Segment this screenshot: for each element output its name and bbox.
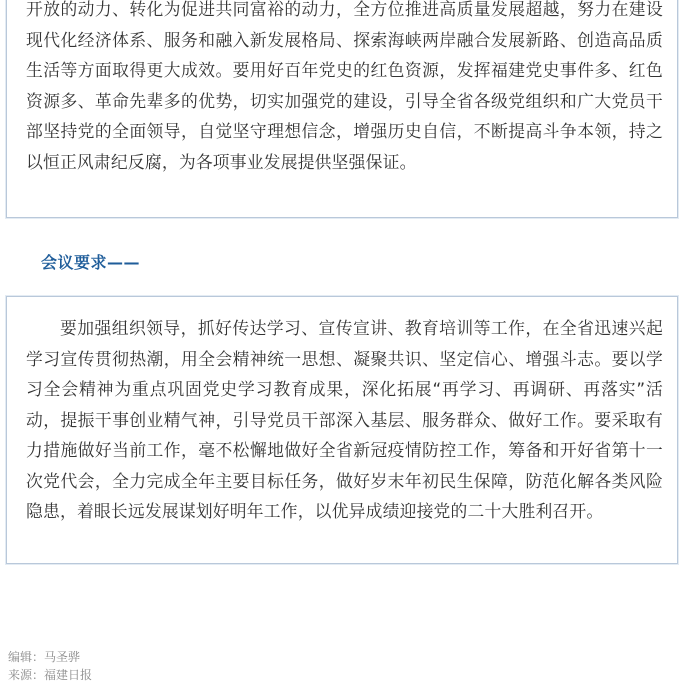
footer-editor: 编辑：马圣骅 [8, 650, 81, 664]
footer-source: 来源：福建日报 [8, 668, 93, 682]
top-text-box [6, 0, 678, 218]
bottom-text-box [6, 296, 678, 564]
paragraph-top: 开放的动力、转化为促进共同富裕的动力，全方位推进高质量发展超越，努力在建设现代化经济体系、服务和融入新发展格局、探索海峡两岸融合发展新路、创造高品质生活等方面取得更大成效。要用好百年党史的红色资源，发挥福建党史事件多、红色资源多、革命先辈多的优势，切实加强党的建设，引导全省各级党组织和广大党员干部坚持党的全面领导，自觉坚守理想信念，增强历史自信，不断提高斗争本领，持之以恒正风肃纪反腐，为各项事业发展提供坚强保证。 [26, 0, 663, 172]
paragraph-bottom: 要加强组织领导，抓好传达学习、宣传宣讲、教育培训等工作，在全省迅速兴起学习宣传贯彻热潮，用全会精神统一思想、凝聚共识、坚定信心、增强斗志。要以学习全会精神为重点巩固党史学习教育成果，深化拓展“再学习、再调研、再落实”活动，提振干事创业精气神，引导党员干部深入基层、服务群众、做好工作。要采取有力措施做好当前工作，毫不松懈地做好全省新冠疫情防控工作，筹备和开好省第十一次党代会，全力完成全年主要目标任务，做好岁末年初民生保障，防范化解各类风险隐患，着眼长远发展谋划好明年工作，以优异成绩迎接党的二十大胜利召开。 [26, 318, 663, 521]
section-heading: 会议要求—— [41, 253, 141, 272]
